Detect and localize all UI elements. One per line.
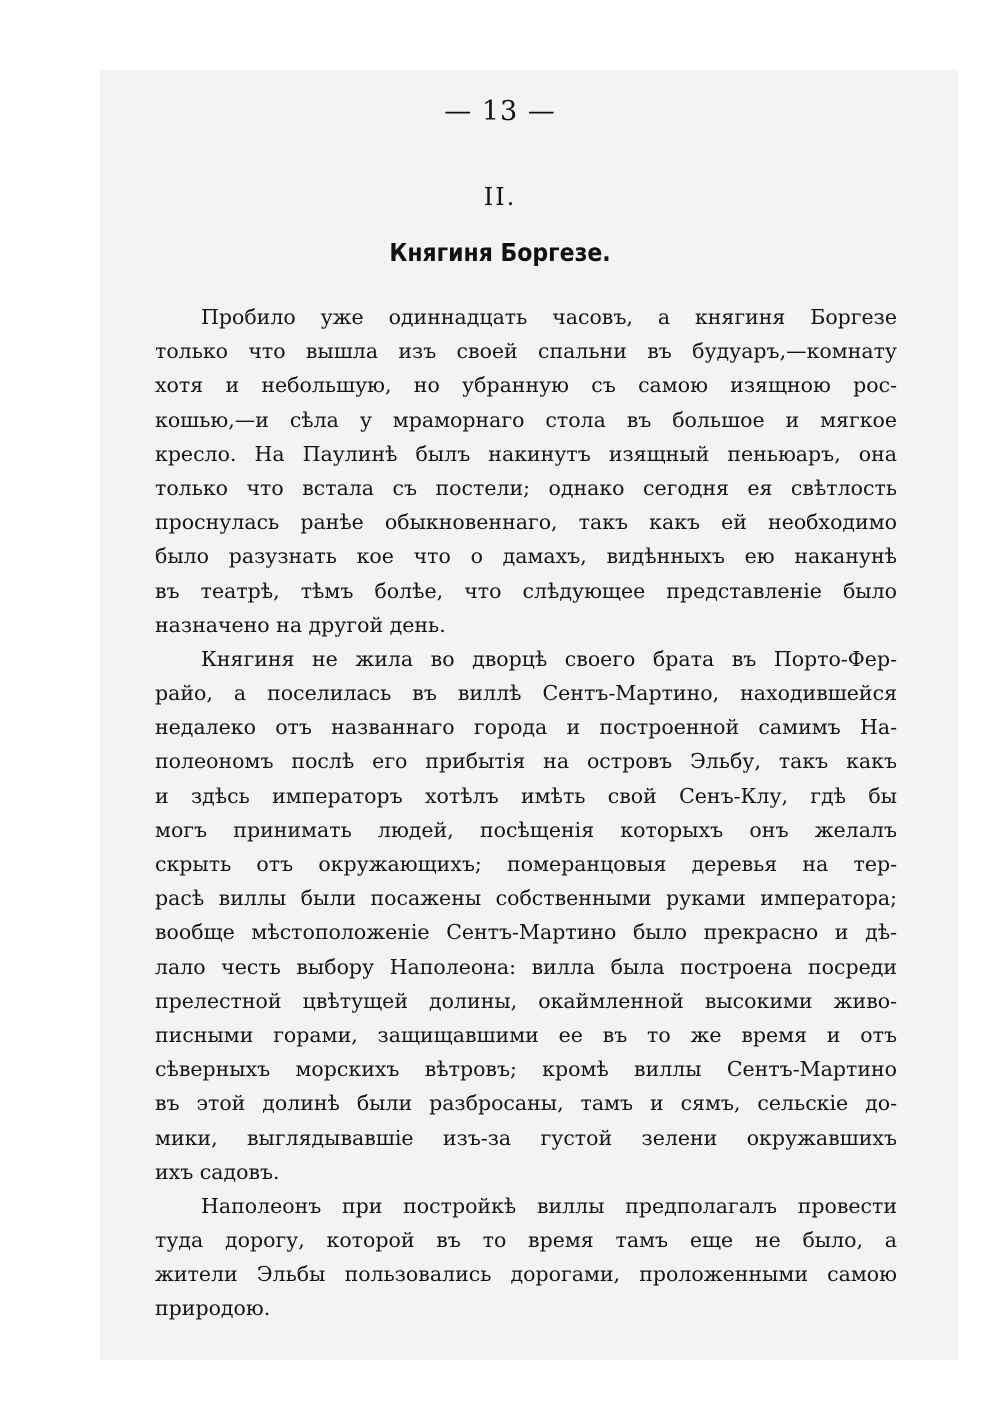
text-line: назначено на другой день. xyxy=(155,612,446,637)
text-line: только что встала съ постели; однако сегодня ея свѣтлость xyxy=(155,475,897,500)
text-line: полеономъ послѣ его прибытія на островъ Эльбу, такъ какъ xyxy=(155,749,897,774)
text-line: ихъ садовъ. xyxy=(155,1159,280,1184)
text-line: туда дорогу, которой въ то время тамъ еще не было, а xyxy=(155,1228,897,1253)
text-line: райо, а поселилась въ виллѣ Сентъ-Мартино, находившейся xyxy=(155,681,897,706)
text-line: Наполеонъ при постройкѣ виллы предполагалъ провести xyxy=(201,1193,897,1218)
text-line: недалеко отъ названнаго города и построенной самимъ На- xyxy=(155,715,897,740)
text-line: природою. xyxy=(155,1296,271,1321)
text-line: только что вышла изъ своей спальни въ будуаръ,—комнату xyxy=(155,339,897,364)
text-line: Пробило уже одиннадцать часовъ, а княгиня Боргезе xyxy=(201,305,897,329)
text-line: и здѣсь императоръ хотѣлъ имѣть свой Сенъ-Клу, гдѣ бы xyxy=(155,783,897,808)
text-line: вообще мѣстоположеніе Сентъ-Мартино было прекрасно и дѣ- xyxy=(155,920,897,945)
text-line: кресло. На Паулинѣ былъ накинутъ изящный пеньюаръ, она xyxy=(155,441,897,466)
text-line: писными горами, защищавшими ее въ то же время и отъ xyxy=(155,1022,897,1047)
text-line: мики, выглядывавшіе изъ-за густой зелени окружавшихъ xyxy=(155,1125,897,1150)
text-line: могъ принимать людей, посѣщенія которыхъ онъ желалъ xyxy=(155,817,897,842)
paragraph xyxy=(155,300,897,642)
chapter-numeral: II. xyxy=(483,183,517,211)
text-line: кошью,—и сѣла у мраморнаго стола въ большое и мягкое xyxy=(155,407,897,432)
text-line: въ этой долинѣ были разбросаны, тамъ и сямъ, сельскіе до- xyxy=(155,1091,897,1116)
chapter-title: Княгиня Боргезе. xyxy=(389,238,611,267)
text-line: скрыть отъ окружающихъ; померанцовыя деревья на тер- xyxy=(155,852,897,876)
text-line: было разузнать кое что о дамахъ, видѣнныхъ ею наканунѣ xyxy=(155,544,897,569)
text-line: прелестной цвѣтущей долины, окаймленной высокими живо- xyxy=(155,988,897,1013)
text-line: проснулась ранѣе обыкновеннаго, такъ какъ ей необходимо xyxy=(155,510,897,535)
paragraph xyxy=(155,1189,897,1326)
text-line: расѣ виллы были посажены собственными руками императора; xyxy=(155,886,897,911)
text-line: жители Эльбы пользовались дорогами, проложенными самою xyxy=(155,1262,897,1287)
text-line: въ театрѣ, тѣмъ болѣе, что слѣдующее представленіе было xyxy=(155,578,897,603)
text-line: Княгиня не жила во дворцѣ своего брата въ Порто-Фер- xyxy=(201,646,897,671)
text-line: хотя и небольшую, но убранную съ самою изящною рос- xyxy=(155,373,897,398)
body-text xyxy=(155,300,897,1326)
text-line: сѣверныхъ морскихъ вѣтровъ; кромѣ виллы Сентъ-Мартино xyxy=(155,1057,897,1082)
paragraph xyxy=(155,642,897,1189)
page-number: — 13 — xyxy=(444,96,556,127)
text-line: лало честь выбору Наполеона: вилла была построена посреди xyxy=(155,954,897,979)
